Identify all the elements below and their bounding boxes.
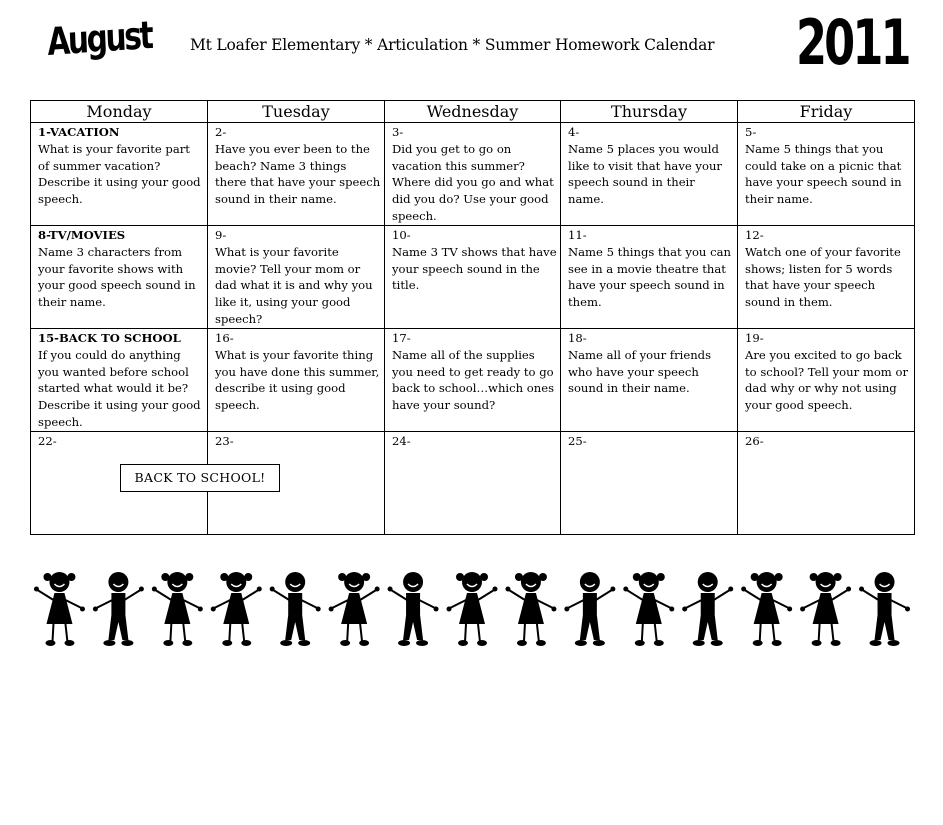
stick-boy-figure (682, 572, 733, 646)
day-number: 23- (215, 434, 234, 448)
calendar-day-cell (738, 329, 915, 432)
calendar-day-cell (738, 432, 915, 535)
day-activity-text: What is your favorite movie? Tell your mom or dad what it is and why you like it, using your good speech? (215, 244, 373, 326)
day-activity-text: Are you excited to go back to school? Tell your mom or dad why or why not using your good speech. (745, 347, 908, 413)
weekday-header: Monday (31, 101, 208, 123)
day-activity-text: Name all of the supplies you need to get ready to go back to school…which ones have your sound? (392, 347, 555, 413)
stick-girl-figure (329, 572, 380, 646)
stick-boy-figure (93, 572, 144, 646)
stick-boy-figure (388, 572, 439, 646)
calendar-day-cell (385, 432, 561, 535)
day-number: 1-VACATION (38, 125, 120, 139)
day-number: 22- (38, 434, 57, 448)
day-number: 10- (392, 228, 411, 242)
weekday-header: Thursday (561, 101, 738, 123)
day-number: 17- (392, 331, 411, 345)
calendar-day-cell (208, 123, 385, 226)
day-number: 4- (568, 125, 580, 139)
calendar-day-cell (561, 432, 738, 535)
weekday-header: Friday (738, 101, 915, 123)
day-activity-text: Name 3 TV shows that have your speech sound in the title. (392, 244, 557, 293)
day-number: 8-TV/MOVIES (38, 228, 126, 242)
calendar-day-cell (738, 123, 915, 226)
stick-girl-figure (623, 572, 674, 646)
calendar-day-cell (385, 329, 561, 432)
day-number: 2- (215, 125, 227, 139)
calendar-week-row (31, 329, 915, 432)
day-number: 26- (745, 434, 764, 448)
weekday-header: Tuesday (208, 101, 385, 123)
day-number: 5- (745, 125, 757, 139)
day-number: 9- (215, 228, 227, 242)
calendar-day-cell (561, 329, 738, 432)
day-activity-text: Did you get to go on vacation this summer? Where did you go and what did you do? Use your good speech. (392, 141, 554, 223)
day-activity-text: Watch one of your favorite shows; listen for 5 words that have your speech sound in them. (745, 244, 901, 310)
back-to-school-box: BACK TO SCHOOL! (120, 464, 280, 492)
calendar-day-cell (208, 329, 385, 432)
day-number: 12- (745, 228, 764, 242)
day-activity-text: Name 5 things that you could take on a picnic that have your speech sound in their name. (745, 141, 902, 207)
stick-kids-border (30, 560, 914, 655)
stick-girl-figure (34, 572, 85, 646)
calendar-week-row (31, 226, 915, 329)
stick-girl-figure (152, 572, 203, 646)
day-activity-text: Name all of your friends who have your speech sound in their name. (568, 347, 712, 396)
stick-girl-figure (505, 572, 556, 646)
weekday-header: Wednesday (385, 101, 561, 123)
day-activity-text: Name 5 things that you can see in a movie theatre that have your speech sound in them. (568, 244, 731, 310)
day-activity-text: If you could do anything you wanted before school started what would it be? Describe it using your good speech. (38, 347, 201, 429)
day-number: 18- (568, 331, 587, 345)
day-activity-text: What is your favorite part of summer vacation? Describe it using your good speech. (38, 141, 201, 207)
day-number: 11- (568, 228, 587, 242)
day-number: 15-BACK TO SCHOOL (38, 331, 181, 345)
day-activity-text: Have you ever been to the beach? Name 3 things there that have your speech sound in their name. (215, 141, 381, 207)
stick-girl-figure (741, 572, 792, 646)
day-number: 16- (215, 331, 234, 345)
year-title: 2011 (796, 6, 909, 79)
stick-girl-figure (447, 572, 498, 646)
stick-boy-figure (859, 572, 910, 646)
month-title: August (46, 12, 153, 64)
calendar-day-cell (561, 123, 738, 226)
weekday-header-row (31, 101, 915, 123)
calendar-day-cell (31, 226, 208, 329)
calendar-day-cell (208, 226, 385, 329)
calendar-day-cell (738, 226, 915, 329)
day-number: 24- (392, 434, 411, 448)
stick-girl-figure (211, 572, 262, 646)
stick-boy-figure (270, 572, 321, 646)
day-activity-text: Name 3 characters from your favorite shows with your good speech sound in their name. (38, 244, 196, 310)
calendar-day-cell (385, 226, 561, 329)
calendar-day-cell (31, 123, 208, 226)
calendar-day-cell (561, 226, 738, 329)
day-activity-text: Name 5 places you would like to visit that have your speech sound in their name. (568, 141, 722, 207)
calendar-day-cell (385, 123, 561, 226)
day-number: 3- (392, 125, 404, 139)
page-title: Mt Loafer Elementary * Articulation * Summer Homework Calendar (190, 36, 715, 54)
day-number: 19- (745, 331, 764, 345)
stick-girl-figure (800, 572, 851, 646)
stick-boy-figure (564, 572, 615, 646)
calendar-week-row (31, 123, 915, 226)
calendar-day-cell (31, 329, 208, 432)
day-number: 25- (568, 434, 587, 448)
day-activity-text: What is your favorite thing you have done this summer, describe it using good speech. (215, 347, 380, 413)
